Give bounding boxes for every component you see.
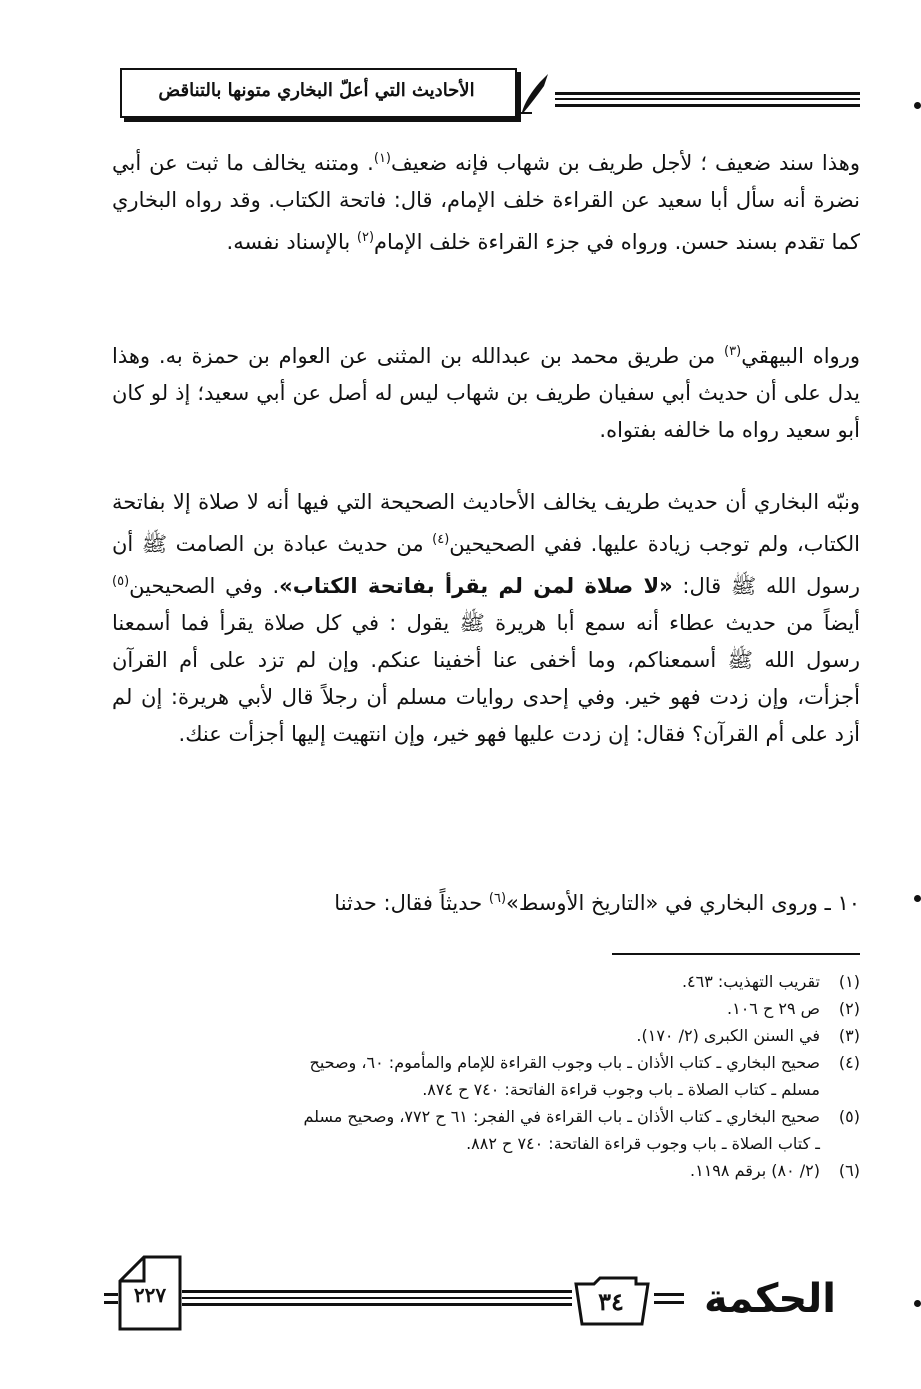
- footnote-text: تقريب التهذيب: ٤٦٣.: [681, 972, 820, 991]
- footnote-ref-2[interactable]: (٢): [356, 230, 375, 245]
- footnote-ref-1[interactable]: (١): [373, 151, 391, 166]
- footnote-number: (١): [838, 972, 860, 991]
- footnote-separator: [612, 953, 860, 955]
- paragraph-3: [112, 484, 860, 753]
- footnote-text-continued: ـ كتاب الصلاة ـ باب وجوب قراءة الفاتحة: ٧٤٠ ح ٨٨٢.: [466, 1134, 820, 1153]
- paragraph-2: [112, 333, 860, 449]
- page-number: ٢٢٧: [133, 1283, 167, 1307]
- footer-rule-6: [654, 1293, 684, 1296]
- footnote-text-continued: مسلم ـ كتاب الصلاة ـ باب وجوب قراءة الفاتحة: ٧٤٠ ح ٨٧٤.: [422, 1080, 820, 1099]
- footnote-ref-6[interactable]: (٦): [488, 891, 507, 906]
- footnote-item: [112, 1049, 860, 1076]
- text-run: حديثاً فقال: حدثنا: [334, 891, 489, 915]
- footer-rule-4: [182, 1297, 572, 1299]
- footer-rule-3: [182, 1290, 572, 1293]
- footnote-text: صحيح البخاري ـ كتاب الأذان ـ باب القراءة في الفجر: ٦١ ح ٧٧٢، وصحيح مسلم: [303, 1107, 820, 1126]
- footnote-item: [112, 995, 860, 1022]
- text-run: . وفي الصحيحين: [129, 574, 280, 598]
- text-run: ونبّه البخاري أن حديث طريف يخالف الأحاديث الصحيحة التي فيها أنه لا صلاة إلا بفاتحة الكتاب، ولم توجب زيادة عليها. ففي الصحيحين: [112, 490, 860, 556]
- text-run: ورواه البيهقي: [741, 344, 860, 368]
- text-run: أيضاً من حديث عطاء أنه سمع أبا هريرة ﷺ يقول : في كل صلاة يقرأ فما أسمعنا رسول الله ﷺ أسمعناكم، وما أخفى عنا أخفينا عنكم. وإن لم تزد على أم القرآن أجزأت، وإن زدت فهو خير. وفي إحدى روايات مسلم أن رجلاً قال لأبي هريرة: إن لم أزد على أم القرآن؟ فقال: إن زدت عليها فهو خير، وإن انتهيت إليها أجزأت عنك.: [112, 611, 860, 746]
- footnote-number: (٥): [838, 1107, 860, 1126]
- running-header-title: الأحاديث التي أعلّ البخاري متونها بالتناقض: [158, 80, 475, 101]
- header-rule-3: [555, 104, 860, 107]
- paragraph-4: [112, 880, 860, 922]
- footnote-item: [112, 1157, 860, 1184]
- text-run: . ومتنه يخالف ما ثبت عن أبي نضرة أنه سأل أبا سعيد عن القراءة خلف الإمام، قال: فاتحة الكتاب. وقد رواه البخاري كما تقدم بسند حسن. ورواه في جزء القراءة خلف الإمام: [112, 151, 860, 254]
- footer-rule-7: [654, 1301, 684, 1304]
- hadith-quote: «لا صلاة لمن لم يقرأ بفاتحة الكتاب»: [279, 574, 673, 598]
- footer-rule-5: [182, 1303, 572, 1306]
- footnote-item: [112, 1022, 860, 1049]
- footnote-text: (٢/ ٨٠) برقم ١١٩٨.: [690, 1161, 820, 1180]
- margin-mark: [914, 102, 921, 109]
- text-run: بالإسناد نفسه.: [226, 230, 357, 254]
- footnote-ref-5[interactable]: (٥): [112, 574, 130, 589]
- footnote-text: ص ٢٩ ح ١٠٦.: [727, 999, 820, 1018]
- text-run: ١٠ ـ وروى البخاري في «التاريخ الأوسط»: [506, 891, 860, 915]
- footer-rule-2: [104, 1301, 118, 1304]
- footnote-text: في السنن الكبرى (٢/ ١٧٠).: [636, 1026, 820, 1045]
- text-run: من طريق محمد بن عبدالله بن المثنى عن العوام بن حمزة به. وهذا يدل على أن حديث أبي سفيان طريف بن شهاب ليس له أصل عن أبي سعيد؛ إذ لو كان أبو سعيد رواه ما خالفه بفتواه.: [112, 344, 860, 442]
- text-run: وهذا سند ضعيف ؛ لأجل طريف بن شهاب فإنه ضعيف: [391, 151, 860, 175]
- footnote-ref-4[interactable]: (٤): [432, 532, 450, 547]
- magazine-logo: الحكمة: [704, 1276, 836, 1322]
- header-rule-2: [555, 98, 860, 100]
- issue-number: ٣٤: [598, 1287, 624, 1316]
- footnote-item: [112, 1103, 860, 1130]
- quill-pen-icon: [518, 72, 552, 114]
- footnote-number: (٢): [838, 999, 860, 1018]
- footnote-number: (٣): [838, 1026, 860, 1045]
- text-run: من حديث عبادة بن الصامت ﷺ أن رسول الله ﷺ قال:: [112, 532, 860, 598]
- footnotes: [112, 968, 860, 1184]
- paragraph-1: [112, 140, 860, 261]
- footnote-ref-3[interactable]: (٣): [724, 344, 742, 359]
- footer-rule-1: [104, 1293, 118, 1296]
- margin-mark: [914, 895, 921, 902]
- footnote-number: (٤): [838, 1053, 860, 1072]
- margin-mark: [914, 1300, 921, 1307]
- header-rule-1: [555, 92, 860, 95]
- footnote-item: [112, 968, 860, 995]
- footnote-number: (٦): [838, 1161, 860, 1180]
- footnote-text: صحيح البخاري ـ كتاب الأذان ـ باب وجوب القراءة للإمام والمأموم: ٦٠، وصحيح: [309, 1053, 820, 1072]
